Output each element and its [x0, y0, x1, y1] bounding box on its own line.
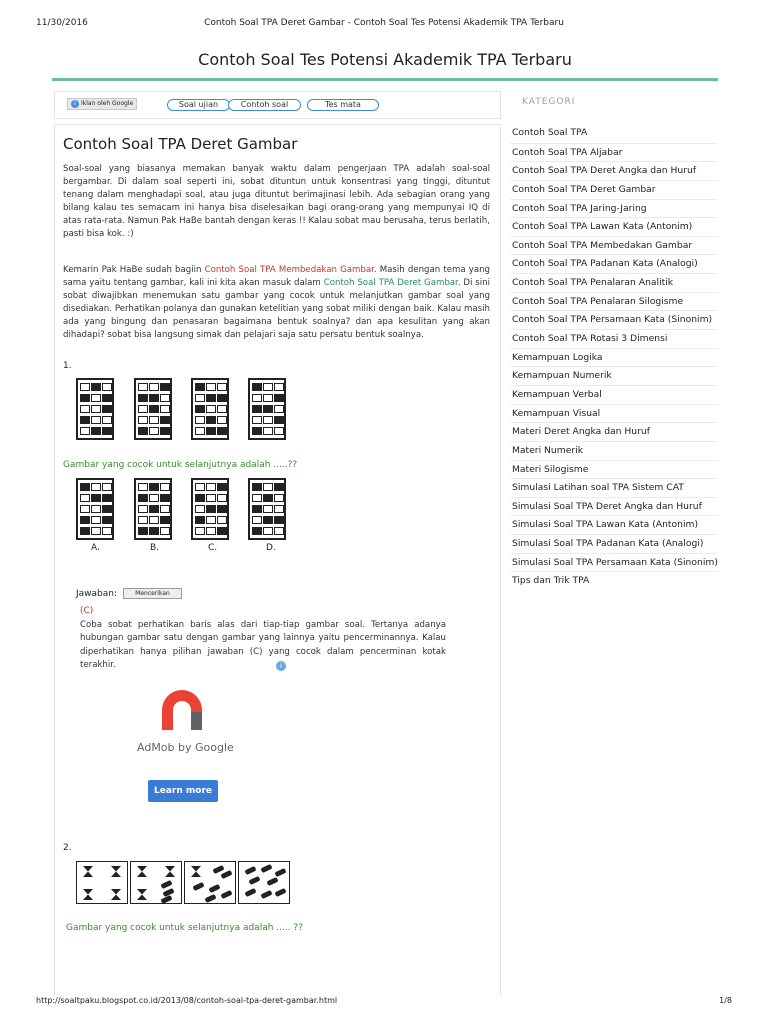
- print-page-number: 1/8: [719, 996, 732, 1005]
- choice-figure-c: [191, 478, 229, 540]
- paragraph-text: . Masih dengan tema yang sama yaitu tentang gambar, kali ini kita akan masuk dalam: [63, 265, 491, 289]
- blob-shape: [274, 888, 286, 897]
- category-link[interactable]: Simulasi Soal TPA Padanan Kata (Analogi): [510, 534, 718, 553]
- category-link[interactable]: Materi Silogisme: [510, 460, 718, 479]
- second-paragraph: [63, 264, 490, 343]
- category-link[interactable]: Contoh Soal TPA Penalaran Silogisme: [510, 292, 718, 311]
- choice-label-c: C.: [208, 543, 218, 553]
- intro-paragraph: Soal-soal yang biasanya memakan banyak waktu dalam pengerjaan TPA adalah soal-soal bergambar. Di dalam soal seperti ini, sobat dituntun untuk konsentrasi yang tinggi, dituntut tenang dalam menghadapi soal, atau juga dituntut berimajinasi lebih. Ada sebagian orang yang bilang kalau tes semacam ini hanya bisa diselesaikan bagi orang-orang yang mempunyai IQ di atas rata-rata. Namun Pak HaBe bantah dengan keras !! Kalau sobat mau berusaha, terus berlatih, pasti bisa kok. :): [63, 164, 490, 240]
- blob-shape: [244, 866, 256, 875]
- answer-letter: (C): [80, 606, 94, 616]
- category-list: [510, 124, 718, 590]
- ads-by-google-badge[interactable]: [67, 98, 137, 110]
- category-link[interactable]: Contoh Soal TPA Membedakan Gambar: [510, 236, 718, 255]
- sequence-figure: [248, 378, 286, 440]
- category-link[interactable]: Contoh Soal TPA Deret Gambar: [510, 180, 718, 199]
- post-title[interactable]: Contoh Soal TPA Deret Gambar: [63, 135, 298, 153]
- blob-shape: [204, 894, 216, 903]
- choice-label-a: A.: [91, 543, 100, 553]
- reveal-answer-button[interactable]: Mencerikan: [123, 588, 182, 599]
- hourglass-icon: [111, 889, 121, 900]
- sequence-figure: [130, 861, 182, 904]
- question-number: 2.: [63, 843, 72, 853]
- title-divider: [52, 78, 718, 81]
- category-link[interactable]: Kemampuan Logika: [510, 348, 718, 367]
- blob-shape: [220, 870, 232, 879]
- category-link[interactable]: Simulasi Soal TPA Persamaan Kata (Sinonim): [510, 553, 718, 572]
- category-link[interactable]: Contoh Soal TPA Rotasi 3 Dimensi: [510, 329, 718, 348]
- category-link[interactable]: Contoh Soal TPA: [512, 127, 588, 138]
- blob-shape: [260, 864, 272, 873]
- category-link[interactable]: Contoh Soal TPA Penalaran Analitik: [510, 273, 718, 292]
- ads-label: Iklan oleh Google: [81, 100, 134, 107]
- ad-link-tes-mata[interactable]: Tes mata: [307, 99, 379, 111]
- category-link[interactable]: Kemampuan Verbal: [510, 385, 718, 404]
- ad-link-soal-ujian[interactable]: Soal ujian: [167, 99, 230, 111]
- site-title[interactable]: Contoh Soal Tes Potensi Akademik TPA Terbaru: [198, 50, 572, 69]
- category-link[interactable]: Contoh Soal TPA Aljabar: [510, 143, 718, 162]
- info-icon: i: [71, 100, 79, 108]
- category-link[interactable]: Kemampuan Visual: [510, 404, 718, 423]
- hourglass-icon: [111, 866, 121, 877]
- hourglass-icon: [83, 889, 93, 900]
- ad-link-contoh-soal[interactable]: Contoh soal: [228, 99, 301, 111]
- blob-shape: [244, 888, 256, 897]
- sidebar-heading: KATEGORI: [522, 97, 576, 107]
- choice-label-d: D.: [266, 543, 276, 553]
- hourglass-icon: [137, 866, 147, 877]
- category-link[interactable]: Contoh Soal TPA Lawan Kata (Antonim): [510, 217, 718, 236]
- print-date: 11/30/2016: [36, 18, 88, 28]
- answer-explanation: Coba sobat perhatikan baris alas dari tiap-tiap gambar soal. Tertanya adanya hubungan gambar satu dengan gambar yang lainnya yaitu pencerminannya. Kalau diperhatikan hanya pilihan jawaban (C) yang cocok dalam pencerminan kotak terakhir.: [80, 620, 446, 670]
- blob-shape: [220, 890, 232, 899]
- print-url: http://soaltpaku.blogspot.co.id/2013/08/contoh-soal-tpa-deret-gambar.html: [36, 996, 338, 1005]
- category-link[interactable]: Contoh Soal TPA Deret Angka dan Huruf: [510, 161, 718, 180]
- blob-shape: [160, 895, 172, 904]
- category-link[interactable]: Simulasi Soal TPA Lawan Kata (Antonim): [510, 515, 718, 534]
- blob-shape: [208, 884, 220, 893]
- link-deret-gambar[interactable]: Contoh Soal TPA Deret Gambar: [323, 278, 458, 289]
- link-membedakan-gambar[interactable]: Contoh Soal TPA Membedakan Gambar: [204, 265, 374, 275]
- sequence-figure: [191, 378, 229, 440]
- category-link[interactable]: Materi Deret Angka dan Huruf: [510, 422, 718, 441]
- hourglass-icon: [191, 866, 201, 877]
- choice-figure-b: [134, 478, 172, 540]
- learn-more-button[interactable]: Learn more: [148, 780, 218, 802]
- sequence-figure: [76, 378, 114, 440]
- blob-shape: [266, 877, 278, 886]
- sequence-figure: [76, 861, 128, 904]
- category-link[interactable]: Simulasi Latihan soal TPA Sistem CAT: [510, 478, 718, 497]
- hourglass-icon: [137, 889, 147, 900]
- category-link[interactable]: Contoh Soal TPA Jaring-Jaring: [510, 199, 718, 218]
- category-link[interactable]: Contoh Soal TPA Padanan Kata (Analogi): [510, 254, 718, 273]
- choice-figure-d: [248, 478, 286, 540]
- sequence-figure: [134, 378, 172, 440]
- sequence-figure: [184, 861, 236, 904]
- ad-info-icon[interactable]: i: [276, 661, 286, 671]
- admob-brand-text[interactable]: AdMob by Google: [137, 741, 234, 754]
- ad-link-unit: [54, 91, 501, 119]
- blob-shape: [274, 868, 286, 877]
- sequence-figure: [238, 861, 290, 904]
- question-2-prompt: Gambar yang cocok untuk selanjutnya adalah ..... ??: [66, 923, 303, 933]
- paragraph-text: . Di sini sobat diwajibkan menemukan satu gambar yang cocok untuk melanjutkan gambar soal yang disediakan. Perhatikan polanya dan gunakan ketelitian yang sobat miliki dengan baik. Kalau masih ada yang bingung dan penasaran bagaimana bentuk soalnya? dan apa kesulitan yang akan dihadapi? sobat bisa langsung simak dan pelajari saja satu persatu bentuk soalnya.: [63, 278, 491, 341]
- blob-shape: [248, 876, 260, 885]
- paragraph-text: Kemarin Pak HaBe sudah bagiin: [63, 265, 205, 275]
- answer-label: Jawaban:: [76, 589, 118, 599]
- admob-logo-icon[interactable]: [158, 686, 210, 734]
- category-link[interactable]: Contoh Soal TPA Persamaan Kata (Sinonim): [510, 310, 718, 329]
- category-link[interactable]: Materi Numerik: [510, 441, 718, 460]
- blob-shape: [192, 882, 204, 891]
- category-link[interactable]: Tips dan Trik TPA: [510, 571, 718, 590]
- question-1-prompt: Gambar yang cocok untuk selanjutnya adalah .....??: [63, 460, 298, 470]
- choice-figure-a: [76, 478, 114, 540]
- choice-label-b: B.: [150, 543, 160, 553]
- question-number: 1.: [63, 361, 72, 371]
- category-link[interactable]: Kemampuan Numerik: [510, 366, 718, 385]
- blob-shape: [260, 890, 272, 899]
- hourglass-icon: [165, 866, 175, 877]
- category-link[interactable]: Simulasi Soal TPA Deret Angka dan Huruf: [510, 497, 718, 516]
- print-document-title: Contoh Soal TPA Deret Gambar - Contoh Soal Tes Potensi Akademik TPA Terbaru: [204, 18, 564, 28]
- hourglass-icon: [83, 866, 93, 877]
